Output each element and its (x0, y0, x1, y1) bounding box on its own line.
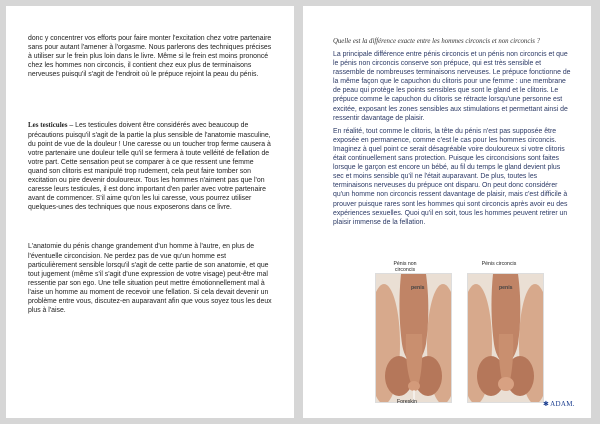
left-paragraph-testicles (28, 121, 274, 212)
left-page (6, 6, 294, 418)
right-paragraph-difference: La principale différence entre pénis circoncis et un pénis non circoncis et que le pénis non circoncis conserve son prépuce, qui est très sensible et rassemble de nombreuses terminaisons nerveuses. Le prépuce fonctionne de la même façon que le capuchon du clitoris pour une femme : une membrane de peau qui protège les points sensibles que sont le gland et le clitoris. Le prépuce comme le capuchon du clitoris se rétracte lorsqu'une personne est excitée, exposant les zones sensibles aux stimulations et permettant ainsi de ressentir davantage de plaisir. (333, 51, 571, 122)
right-paragraph-reality: En réalité, tout comme le clitoris, la tête du pénis n'est pas supposée être exposée en permanence, comme c'est le cas pour les hommes circoncis. Imaginez à quel point ce serait désagréable voire douloureux si votre clitoris était continuellement sans protection. Puisque les circoncisions sont faites lorsque le garçon est encore un bébé, au fil du temps le gland devient plus sec et moins sensible qu'il ne l'était auparavant. De plus, toutes les terminaisons nerveuses du prépuce ont disparu. On peut donc considérer qu'un homme non circoncis ressent davantage de plaisir, mais c'est difficile à prouver puisque rares sont les hommes qui sont circoncis après avoir eu des expériences sexuelles. Quoi qu'il en soit, tous les hommes peuvent retirer un plaisir immense de la fellation. (333, 127, 568, 226)
label-penis-right: penis (499, 285, 513, 291)
label-uncircumcised: Pénis non circoncis (393, 261, 417, 273)
section-heading: Quelle est la différence exacte entre les hommes circoncis et non circoncis ? (333, 38, 540, 45)
adam-star-icon: ✱ (543, 400, 550, 408)
testicles-body-text: – Les testicules doivent être considérés avec beaucoup de précautions puisqu'il s'agit de la partie la plus sensible de l'anatomie masculine, du point de vue de la douleur ! Une caresse ou un toucher trop ferme causera à votre partenaire une douleur telle qu'il se fermera à toute velléité de fellation de votre part. Cette sensation peut se comparer à ce que ressent une femme quand son clitoris est manipulé trop rudement, cela peut faire tomber son excitation ou pire devenir douloureux. Tous les hommes n'aiment pas que l'on caresse leurs testicules, il est donc important d'en parler avec votre partenaire avant de commencer. S'il aime qu'on les lui caresse, vous pourrez utiliser quelques-unes des techniques que nous exposerons dans ce livre. (28, 122, 271, 212)
circumcised-panel (467, 273, 544, 403)
left-paragraph-anatomy: L'anatomie du pénis change grandement d'un homme à l'autre, en plus de l'éventuelle circoncision. Ne perdez pas de vue qu'un homme est particulièrement sensible lorsqu'il s'agit de cette partie de son anatomie, et que tout jugement (même s'il s'agit d'une expression de votre visage) peut-être mal ressentie par son ego. Une telle situation peut mettre émotionnellement mal à l'aise un homme au moment de recevoir une fellation. Si cela devait devenir un problème entre vous, discutez-en auparavant afin que vous soyez tous les deux plus à l'aise. (28, 243, 272, 315)
label-circumcised: Pénis circoncis (481, 261, 517, 267)
label-foreskin: Foreskin (397, 399, 417, 405)
adam-logo: ✱ADAM. (543, 400, 575, 408)
right-page (303, 6, 591, 418)
uncircumcised-panel (375, 273, 452, 403)
left-paragraph-frenulum: donc y concentrer vos efforts pour faire monter l'excitation chez votre partenaire sans pour autant l'amener à l'orgasme. Nous parlerons des techniques précises à utiliser sur le frein plus loin dans le livre. Même si le frein est moins prononcé chez les hommes non circoncis, il contient chez eux plus de terminaisons nerveuses puisqu'il s'agit de l'endroit où le prépuce rejoint la peau du pénis. (28, 35, 272, 79)
testicles-runin-heading: Les testicules (28, 121, 68, 130)
anatomy-illustration (367, 261, 577, 411)
label-penis-left: penis (411, 285, 425, 291)
